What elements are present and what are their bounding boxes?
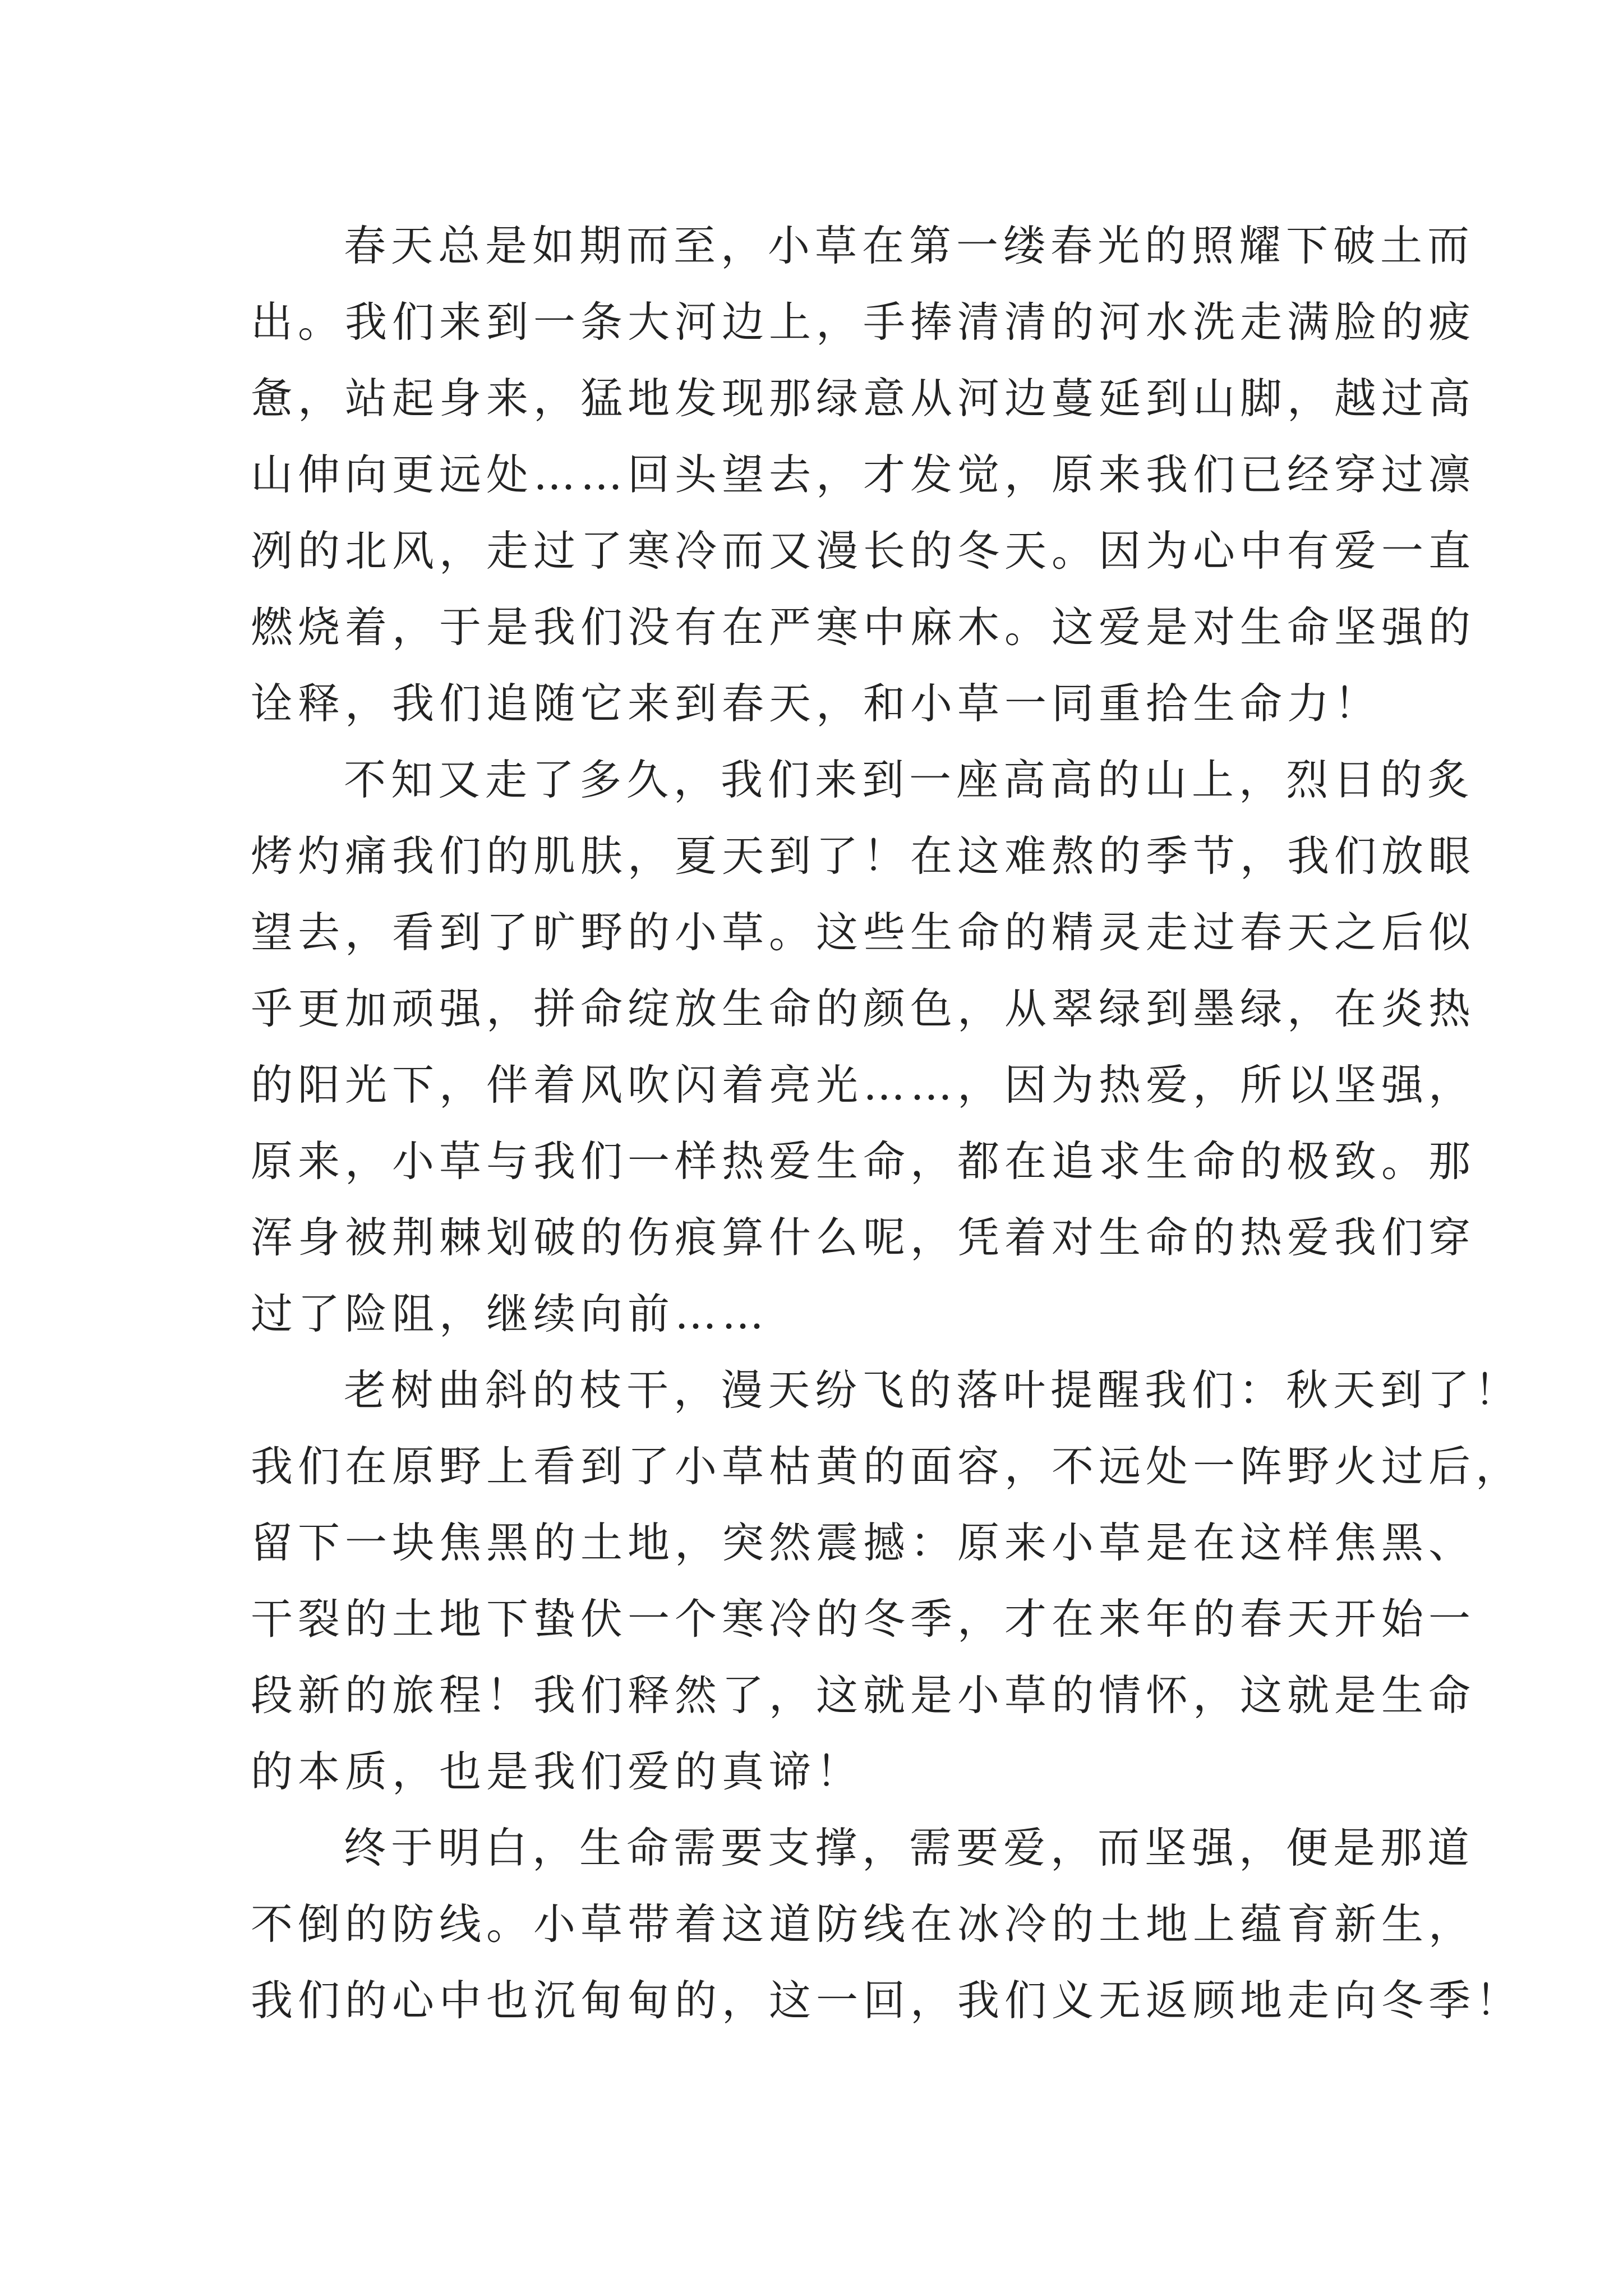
- paragraph-line: 山伸向更远处……回头望去，才发觉，原来我们已经穿过凛: [251, 450, 1476, 499]
- paragraph-line: 不倒的防线。小草带着这道防线在冰冷的土地上蕴育新生，: [251, 1899, 1476, 1949]
- paragraph-line: 惫，站起身来，猛地发现那绿意从河边蔓延到山脚，越过高: [251, 374, 1476, 423]
- paragraph-line: 留下一块焦黑的土地，突然震撼：原来小草是在这样焦黑、: [251, 1518, 1476, 1567]
- paragraph-line: 老树曲斜的枝干，漫天纷飞的落叶提醒我们：秋天到了！: [344, 1365, 1522, 1415]
- paragraph-line: 烤灼痛我们的肌肤，夏天到了！在这难熬的季节，我们放眼: [251, 831, 1476, 881]
- paragraph-line: 原来，小草与我们一样热爱生命，都在追求生命的极致。那: [251, 1137, 1476, 1186]
- paragraph-line: 的阳光下，伴着风吹闪着亮光……，因为热爱，所以坚强，: [251, 1060, 1476, 1110]
- paragraph-line: 终于明白，生命需要支撑，需要爱，而坚强，便是那道: [344, 1823, 1475, 1872]
- paragraph-line: 过了险阻，继续向前……: [251, 1289, 769, 1338]
- paragraph-line: 我们的心中也沉甸甸的，这一回，我们义无返顾地走向冬季！: [251, 1976, 1523, 2025]
- paragraph-line: 春天总是如期而至，小草在第一缕春光的照耀下破土而: [344, 221, 1475, 270]
- paragraph-line: 望去，看到了旷野的小草。这些生命的精灵走过春天之后似: [251, 908, 1476, 957]
- essay-body: [251, 208, 1523, 2039]
- paragraph-line: 段新的旅程！我们释然了，这就是小草的情怀，这就是生命: [251, 1671, 1476, 1720]
- paragraph-line: 诠释，我们追随它来到春天，和小草一同重拾生命力！: [251, 679, 1382, 728]
- paragraph-line: 不知又走了多久，我们来到一座高高的山上，烈日的炙: [344, 755, 1475, 804]
- paragraph-line: 燃烧着，于是我们没有在严寒中麻木。这爱是对生命坚强的: [251, 602, 1476, 652]
- paragraph-line: 冽的北风，走过了寒冷而又漫长的冬天。因为心中有爱一直: [251, 526, 1476, 576]
- paragraph-line: 乎更加顽强，拼命绽放生命的颜色，从翠绿到墨绿，在炎热: [251, 984, 1476, 1033]
- paragraph-line: 我们在原野上看到了小草枯黄的面容，不远处一阵野火过后，: [251, 1442, 1523, 1491]
- paragraph-line: 干裂的土地下蛰伏一个寒冷的冬季，才在来年的春天开始一: [251, 1594, 1476, 1644]
- paragraph-line: 的本质，也是我们爱的真谛！: [251, 1747, 864, 1796]
- paragraph-line: 浑身被荆棘划破的伤痕算什么呢，凭着对生命的热爱我们穿: [251, 1213, 1476, 1262]
- paragraph-line: 出。我们来到一条大河边上，手捧清清的河水洗走满脸的疲: [251, 297, 1476, 347]
